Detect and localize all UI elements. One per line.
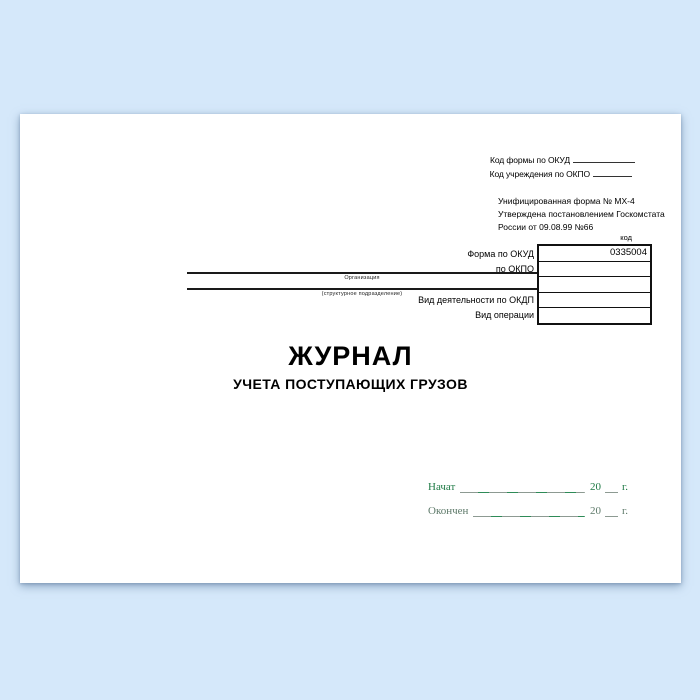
started-date-row [428, 480, 628, 493]
form-info-line1: Унифицированная форма № МХ-4 [498, 196, 635, 206]
codes-table [537, 244, 652, 325]
form-info-line3: России от 09.08.99 №66 [498, 222, 594, 232]
started-year-suffix: г. [621, 481, 628, 493]
code-row-label-okdp: Вид деятельности по ОКДП [418, 295, 534, 305]
code-row-label-okud: Форма по ОКУД [467, 249, 534, 259]
okpo-code-label: Код учреждения по ОКПО [489, 169, 590, 179]
journal-title: ЖУРНАЛ [288, 341, 413, 371]
finished-year-prefix: 20 [589, 505, 601, 517]
finished-year-suffix: г. [621, 505, 628, 517]
organization-line [187, 272, 537, 274]
okud-code-blank [573, 154, 635, 163]
organization-area [187, 264, 537, 309]
finished-date-blank [473, 505, 585, 517]
codes-table-cell-okud: 0335004 [539, 246, 650, 262]
started-year-prefix: 20 [589, 481, 601, 493]
codes-table-cell-blank [539, 277, 650, 293]
organization-caption: Организация [344, 275, 380, 281]
journal-cover-page [20, 114, 681, 583]
codes-table-corner-label: код [620, 233, 632, 242]
started-year-blank [605, 480, 618, 493]
form-approval-info [498, 195, 665, 234]
codes-table-cell-okdp [539, 293, 650, 309]
journal-subtitle: УЧЕТА ПОСТУПАЮЩИХ ГРУЗОВ [233, 376, 468, 392]
finished-date-row [428, 504, 628, 517]
started-label: Начат [428, 481, 456, 493]
code-row-label-operation: Вид операции [475, 310, 534, 320]
subdivision-line [187, 288, 537, 290]
codes-table-cell-okpo [539, 262, 650, 278]
subdivision-caption: (структурное подразделение) [321, 291, 403, 297]
okpo-code-line [490, 168, 632, 179]
codes-table-cell-operation [539, 308, 650, 323]
form-info-line2: Утверждена постановлением Госкомстата [498, 209, 665, 219]
started-date-blank [460, 481, 585, 493]
finished-label: Окончен [428, 505, 469, 517]
code-row-label-okpo: по ОКПО [495, 264, 534, 274]
okud-code-line [490, 154, 635, 165]
okud-code-label: Код формы по ОКУД [489, 155, 570, 165]
finished-year-blank [605, 504, 618, 517]
okpo-code-blank [593, 168, 632, 177]
